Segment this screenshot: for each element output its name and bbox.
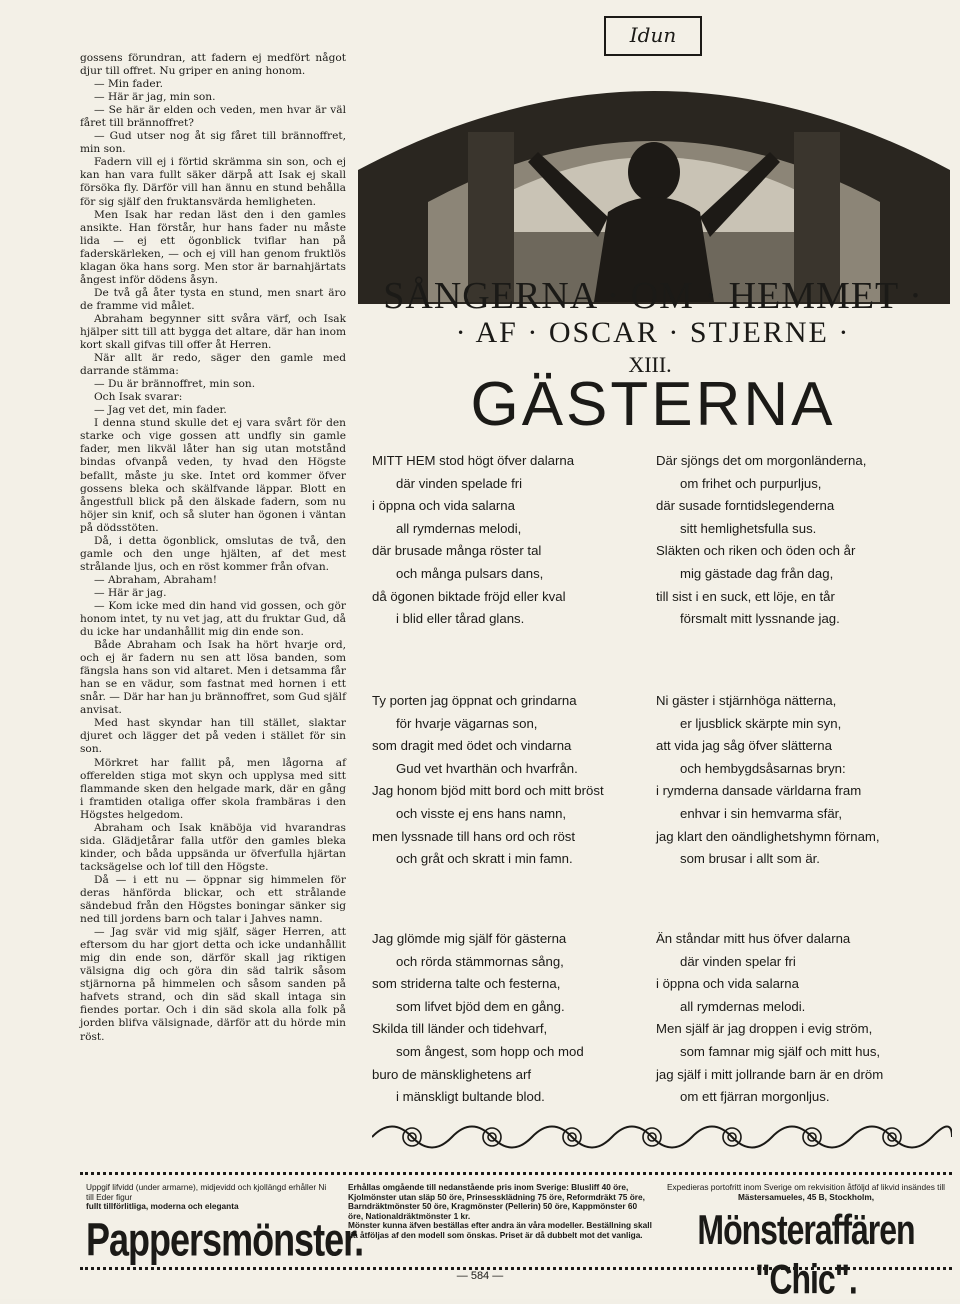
ad-text: fullt tillförlitliga, moderna och eleganta (86, 1201, 239, 1212)
verse-line: Släkten och riken och öden och år (656, 543, 856, 559)
verse-line: och gråt och skratt i min famn. (396, 851, 573, 867)
paragraph: Då — i ett nu — öppnar sig himmelen för deras hänförda blickar, och ett strålande sändebud från den Högstes boningar sänker sig ned till jordens barn och talar i Jahves namn. (80, 873, 346, 926)
verse-line: om frihet och purpurljus, (680, 475, 822, 491)
ad-text: Mästersamueles, 45 B, Stockholm, (737, 1191, 875, 1202)
verse-line: där susade forntidslegenderna (656, 498, 835, 514)
poem-number: XIII. (628, 352, 672, 377)
verse-line: i öppna och vida salarna (656, 976, 799, 992)
ad-text: Uppgif lifvidd (under armarne), midjevidd och kjollängd erhåller Ni till Eder figur (86, 1182, 327, 1202)
verse-line: Men själf är jag droppen i evig ström, (656, 1021, 873, 1037)
verse-line: som striderna talte och festerna, (372, 976, 561, 992)
paragraph: — Du är brännoffret, min son. (94, 378, 256, 391)
verse-line: som dragit med ödet och vindarna (372, 738, 572, 754)
verse-line: all rymdernas melodi. (680, 998, 806, 1014)
paragraph: — Min fader. (94, 78, 163, 91)
paragraph: Både Abraham och Isak ha hört hvarje ord, och ej är fadern nu sen att lösa banden, som fängsla hans son vid altaret. Men i detsamma får han se en vädur, som fastnat med hornen i ett snår. — Där har han ju brännoffret, som Gud själf anvisat. (80, 639, 346, 717)
verse-line: sitt hemlighetsfulla sus. (680, 520, 817, 536)
paragraph: Men Isak har redan läst den i den gamles ansikte. Han förstår, hur hans fader nu måste lida — ej ett ögonblick tviflar han på faderskärleken, — och ej vill han genom fruktlös klagan öka hans sorg. Men stor är barnahjärtats ångest inför dödens åsyn. (80, 208, 346, 286)
verse-line: som famnar mig själf och mitt hus, (680, 1043, 881, 1059)
verse-line: att vida jag såg öfver slätterna (656, 738, 832, 754)
verse-line: för hvarje vägarnas son, (396, 715, 538, 731)
paragraph: — Abraham, Abraham! (94, 573, 217, 586)
ad-text: Erhållas omgående till nedanstående pris inom Sverige: Blusliff 40 öre, Kjolmönster utan släp 50 öre, Prinsessklädning 75 öre, Reformdräkt 75 öre, Barndräktmönster 50 öre, Kragmönster (Pellerin) 50 öre, Kappmönster 60 öre, Nationaldräktmönster 1 kr. (348, 1182, 645, 1221)
paragraph: Abraham begynner sitt svåra värf, och Isak hjälper sitt till att bygga det altare, där han inom kort skall gifvas till offer åt Herren. (80, 312, 346, 352)
verse-line: all rymdernas melodi, (396, 520, 522, 536)
pattern-ad-left (86, 1182, 364, 1266)
verse-line: i rymderna dansade världarna fram (656, 783, 862, 799)
verse-line: i blid eller tårad glans. (396, 611, 525, 627)
verse-line: Skilda till länder och tidehvarf, (372, 1021, 548, 1037)
paragraph: — Kom icke med din hand vid gossen, och gör honom intet, ty nu vet jag, att du fruktar Gud, då du icke har undanhållit mig din ende son. (80, 599, 346, 639)
floral-ornament (372, 1116, 952, 1158)
ad-text: Mönster kunna äfven beställas efter andra än våra modeller. Beställning skall då åtföljas af den modell som önskas. Priset är då dubbelt mot det vanliga. (348, 1220, 652, 1240)
verse-line: då ögonen biktade fröjd eller kval (372, 588, 566, 604)
verse-line: Jag honom bjöd mitt bord och mitt bröst (372, 783, 604, 799)
stanza (372, 690, 604, 871)
paragraph: Och Isak svarar: (94, 391, 183, 404)
verse-line: MITT HEM stod högt öfver dalarna (372, 453, 575, 468)
verse-line: enhvar i sin hemvarma sfär, (680, 805, 842, 821)
verse-line: där brusade många röster tal (372, 543, 542, 559)
paragraph: De två gå åter tysta en stund, men snart äro de framme vid målet. (80, 286, 346, 312)
verse-line: jag klart den oändlighetshymn förnam, (656, 828, 880, 844)
paragraph: Då, i detta ögonblick, omslutas de två, den gamle och den unge hjälten, af det mest strålande ljus, och en röst kommer från ofvan. (80, 534, 346, 573)
paragraph: Mörkret har fallit på, men lågorna af offerelden stiga mot skyn och upplysa med sitt flammande sken den helgade mark, där en gång i framtiden otaliga offer skola frambäras i den Högstes helgedom. (80, 756, 346, 821)
prose-column (80, 52, 346, 1044)
verse-line: som ångest, som hopp och mod (396, 1043, 584, 1059)
ad-headline: Pappersmönster. (86, 1212, 364, 1266)
pattern-ad-center (348, 1183, 654, 1241)
verse-line: mig gästade dag från dag, (680, 565, 834, 581)
verse-line: Jag glömde mig själf för gästerna (372, 931, 567, 946)
verse-line: försmalt mitt lyssnande jag. (680, 611, 840, 627)
paragraph: — Jag vet det, min fader. (94, 404, 227, 417)
verse-line: som brusar i allt som är. (680, 851, 820, 867)
verse-line: och hembygdsåsarnas bryn: (680, 760, 846, 776)
series-title: SÅNGERNA · OM · HEMMET · (383, 275, 923, 317)
verse-line: och många pulsars dans, (396, 565, 544, 581)
verse-line: Där sjöngs det om morgonländerna, (656, 453, 867, 468)
stanza (372, 928, 584, 1109)
paragraph: Abraham och Isak knäböja vid hvarandras sida. Glädjetårar falla utför den gamles bleka kinder, och båda uppsända ur öfverfulla hjärtan tacksägelse och lof till den Högste. (80, 821, 346, 873)
poem-title: GÄSTERNA (470, 370, 836, 439)
page-number: — 584 — (456, 1270, 504, 1282)
idun-logo: Idun (604, 16, 702, 56)
verse-line: om ett fjärran morgonljus. (680, 1089, 830, 1105)
paragraph: När allt är redo, säger den gamle med darrande stämma: (80, 352, 346, 378)
verse-line: och rörda stämmornas sång, (396, 953, 564, 969)
ad-text: Expedieras portofritt inom Sverige om rekvisition åtföljd af likvid insändes till (666, 1182, 946, 1192)
paragraph: — Jag svär vid mig själf, säger Herren, att eftersom du har gjort detta och icke undanhållit mig din ende son, därför skall jag riktigen välsigna dig och göra din säd talrik såsom stjärnorna på himmelen och såsom sanden på hafvets strand, och din säd skall intaga sin fiendes portar. Och i din säd skola alla folk på jorden blifva välsignade, därför att du hörde min röst. (80, 926, 346, 1043)
verse-line: där vinden spelar fri (680, 953, 796, 969)
stanza (656, 690, 880, 871)
verse-line: Än ståndar mitt hus öfver dalarna (656, 931, 851, 946)
doorway-illustration (358, 52, 950, 304)
verse-line: buro de mänsklighetens arf (372, 1066, 532, 1082)
paragraph: Med hast skyndar han till stället, slaktar djuret och lägger det på veden i stället för sin son. (80, 717, 346, 756)
stanza (656, 928, 883, 1109)
paragraph: I denna stund skulle det ej vara svårt för den starke och vige gossen att undfly sin gamle fader, men likväl låter han sig utan motstånd bindas ofvanpå veden, ty hvad den Högste befallt, måste ju ske. Intet ord kommer öfver gossens bleka och skälfvande läppar. Blott en ångestfull blick på den älskade fadern, som nu höjer sin knif, och så sluter han ögonen i väntan på dödsstöten. (80, 417, 346, 534)
verse-line: jag själf i mitt jollrande barn är en dröm (656, 1066, 884, 1082)
verse-line: där vinden spelade fri (396, 475, 523, 491)
verse-line: som lifvet bjöd dem en gång. (396, 998, 565, 1014)
paragraph: — Här är jag, min son. (94, 91, 216, 104)
pattern-ad-right (666, 1182, 946, 1303)
paragraph: gossens förundran, att fadern ej medfört något djur till offret. Nu griper en aning honom. (80, 52, 346, 78)
author-line: · AF · OSCAR · STJERNE · (455, 316, 851, 349)
verse-line: i mänskligt bultande blod. (396, 1089, 545, 1105)
paragraph: Fadern vill ej i förtid skrämma sin son, och ej kan han vara fullt säker därpå att Isak ej skall försöka fly. Därför vill han ännu en stund behålla för sig själf den fruktansvärda hemligheten. (80, 156, 346, 208)
stanza (372, 450, 574, 631)
verse-line: Ty porten jag öppnat och grindarna (372, 693, 577, 708)
paragraph: — Här är jag. (94, 586, 167, 599)
verse-line: er ljusblick skärpte min syn, (680, 715, 842, 731)
verse-line: till sist i en suck, ett löje, en tår (656, 588, 835, 604)
verse-line: i öppna och vida salarna (372, 498, 515, 514)
verse-line: och visste ej ens hans namn, (396, 805, 567, 821)
stanza (656, 450, 866, 631)
verse-line: men lyssnade till hans ord och röst (372, 828, 576, 844)
paragraph: — Se här är elden och veden, men hvar är väl fåret till brännoffret? (80, 104, 346, 130)
ad-headline: Mönsteraffären "Chic". (697, 1206, 915, 1303)
verse-line: Gud vet hvarthän och hvarfrån. (396, 760, 578, 776)
paragraph: — Gud utser nog åt sig fåret till brännoffret, min son. (80, 130, 346, 156)
verse-line: Ni gäster i stjärnhöga nätterna, (656, 693, 837, 708)
